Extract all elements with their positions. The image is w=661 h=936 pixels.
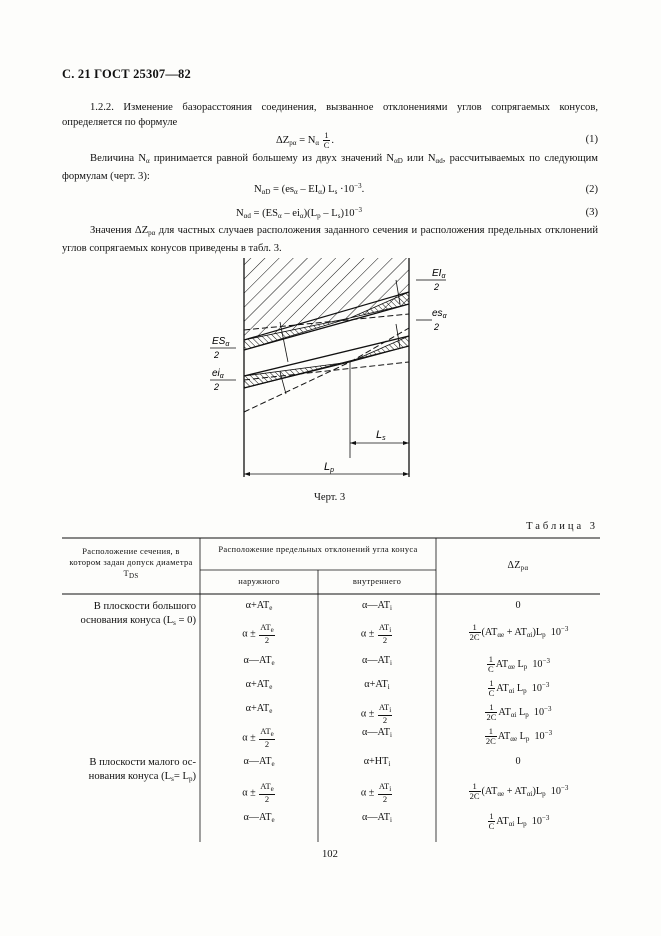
- formula-1-number: (1): [585, 134, 598, 145]
- cell-inner: $\alpha—AT_i$: [362, 655, 392, 667]
- cell-outer: $\alpha+AT_e$: [245, 703, 273, 715]
- formula-2: $N_{\alpha D} = (es_\alpha - EI_\alpha)$ $L_s \cdot 10^{-3}$.: [254, 182, 365, 196]
- cell-outer: $\alpha+AT_e$: [245, 679, 273, 691]
- label-Ls: Ls: [376, 429, 386, 442]
- cell-outer: $\alpha—AT_e$: [243, 756, 275, 768]
- cell-dz: $\frac{1}{2C}$ $(AT_{\alpha e} + AT_{\alpha i})L_p$ $10^{-3}$: [469, 781, 569, 801]
- cell-inner: $\alpha—AT_i$: [362, 600, 392, 612]
- page-number: 102: [322, 849, 338, 860]
- cell-outer: α ± $\frac{AT_e}{2}$: [242, 781, 274, 804]
- cell-inner: α ± $\frac{AT_i}{2}$: [360, 622, 392, 645]
- cell-inner: α ± $\frac{AT_i}{2}$: [360, 781, 392, 804]
- paragraph-value-n: Величина $N_\alpha$ принимается равной большему из двух значений $N_{\alpha D}$ или $N_{\alpha d}$, рассчитываемых по следующим формулам (черт. 3):: [62, 153, 599, 182]
- table-header-section: Расположение сечения, в котором задан допуск диаметра $T_{DS}$: [69, 546, 193, 580]
- paragraph-values-dz: Значения $\Delta Z_{p\alpha}$ для частных случаев расположения заданного сечения и расположения предельных отклонений углов сопрягаемых конусов приведены в табл. 3.: [62, 225, 598, 254]
- cell-dz: $\frac{1}{C}$ $AT_{\alpha i}$ $L_p$ $10^{-3}$: [488, 811, 550, 831]
- formula-1: $\Delta Z_{p\alpha} = N_\alpha$ $\frac{1}{C}$ .: [276, 130, 335, 150]
- formula-3: $N_{\alpha d} = (ES_\alpha - ei_\alpha)(L_p - L_s)10^{-3}$: [236, 206, 363, 220]
- paragraph-1-2-2: 1.2.2. Изменение базорасстояния соединения, вызванное отклонениями углов сопрягаемых конусов, определяется по формуле: [62, 102, 598, 128]
- cell-dz: $\frac{1}{C}$ $AT_{\alpha e}$ $L_p$ $10^{-3}$: [488, 654, 550, 674]
- table-header-outer: наружного: [238, 576, 280, 586]
- svg-text:2: 2: [214, 350, 220, 360]
- label-ES-alpha: $ES_\alpha$: [212, 336, 230, 348]
- table-header-inner: внутреннего: [352, 576, 402, 586]
- svg-text:2: 2: [434, 322, 440, 332]
- svg-text:2: 2: [434, 282, 440, 292]
- cell-inner: α ± $\frac{AT_i}{2}$: [360, 702, 392, 725]
- label-Lp: Lp: [324, 461, 335, 474]
- page-header: С. 21 ГОСТ 25307—82: [62, 67, 191, 81]
- label-EI-alpha: $EI_\alpha$: [432, 268, 446, 280]
- cell-dz: $\frac{1}{2C}$ $AT_{\alpha e}$ $L_p$ $10^{-3}$: [485, 726, 553, 746]
- cell-inner: $\alpha—AT_i$: [362, 812, 392, 824]
- figure-caption: Черт. 3: [314, 492, 346, 503]
- cell-dz: $\frac{1}{2C}$ $AT_{\alpha i}$ $L_p$ $10^{-3}$: [486, 702, 552, 722]
- cell-outer: $\alpha—AT_e$: [243, 812, 275, 824]
- cell-inner: $\alpha+HT_i$: [363, 756, 391, 768]
- cell-outer: α ± $\frac{AT_e}{2}$: [242, 622, 274, 645]
- formula-3-number: (3): [585, 207, 598, 218]
- table-title: Таблица 3: [526, 521, 598, 532]
- cell-dz: 0: [515, 600, 521, 611]
- label-ei-alpha: $ei_\alpha$: [212, 368, 224, 380]
- cell-outer: α ± $\frac{AT_e}{2}$: [242, 726, 274, 749]
- group-label-small-base: В плоскости малого ос- нования конуса $(L_s= L_p)$: [88, 757, 196, 783]
- cell-outer: $\alpha+AT_e$: [245, 600, 273, 612]
- table-header-dz: $\Delta Z_{p\alpha}$: [507, 560, 529, 572]
- cone-deviation-drawing: [200, 252, 460, 492]
- cell-dz: $\frac{1}{2C}$ $(AT_{\alpha e} + AT_{\alpha i})L_p$ $10^{-3}$: [469, 622, 569, 642]
- cell-outer: $\alpha—AT_e$: [243, 655, 275, 667]
- cell-inner: $\alpha—AT_i$: [362, 727, 392, 739]
- cell-dz: 0: [515, 756, 521, 767]
- table-header-deviation: Расположение предельных отклонений угла конуса: [218, 544, 418, 554]
- formula-2-number: (2): [585, 184, 598, 195]
- cell-inner: $\alpha+AT_i$: [364, 679, 390, 691]
- cell-dz: $\frac{1}{C}$ $AT_{\alpha i}$ $L_p$ $10^{-3}$: [488, 678, 550, 698]
- svg-text:2: 2: [214, 382, 220, 392]
- group-label-large-base: В плоскости большого основания конуса $(L_s = 0)$: [80, 601, 196, 627]
- label-es-alpha: $es_\alpha$: [432, 308, 447, 320]
